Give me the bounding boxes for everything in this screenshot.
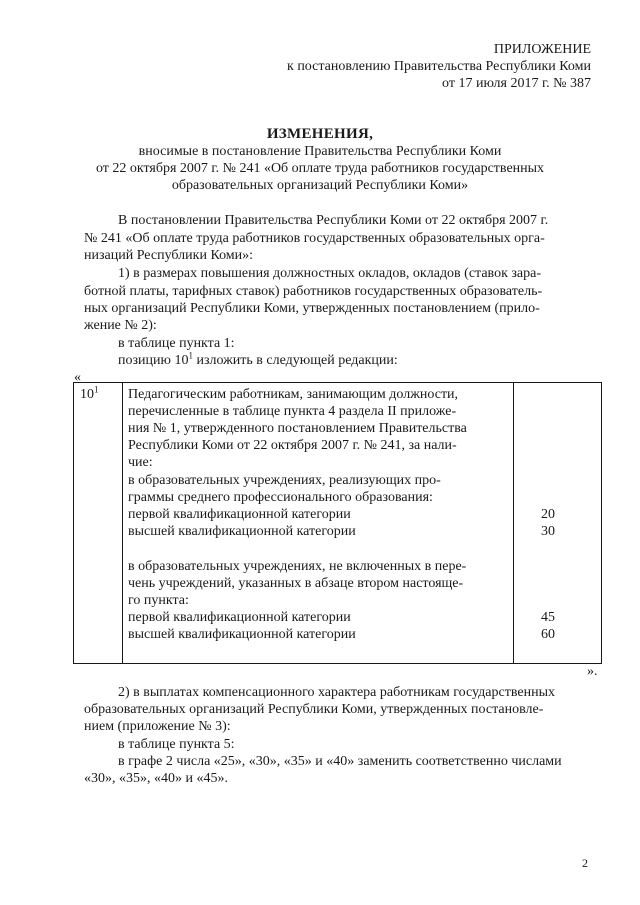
intro-line-1: В постановлении Правительства Республики Коми от 22 октября 2007 г. <box>118 213 549 228</box>
table-desc-line: Республики Коми от 22 октября 2007 г. № 241, за нали- <box>128 438 457 453</box>
table-desc-line: чие: <box>128 455 153 470</box>
value-highest-category-spo: 30 <box>541 524 555 539</box>
appendix-date: от 17 июля 2017 г. № 387 <box>442 76 591 91</box>
quote-close: ». <box>587 664 598 679</box>
item2-line-3: нием (приложение № 3): <box>84 719 231 734</box>
item1-position-sup: 1 <box>188 350 193 361</box>
value-first-category-other: 45 <box>541 610 555 625</box>
table-desc-line: в образовательных учреждениях, не включенных в пере- <box>128 559 467 574</box>
item2-line-1: 2) в выплатах компенсационного характера работникам государственных <box>118 685 555 700</box>
intro-line-3: низаций Республики Коми»: <box>84 248 254 263</box>
intro-line-2: № 241 «Об оплате труда работников государственных образовательных орга- <box>84 231 545 246</box>
table-desc-line: первой квалификационной категории <box>128 610 351 625</box>
document-title: ИЗМЕНЕНИЯ, <box>266 126 374 142</box>
value-highest-category-other: 60 <box>541 627 555 642</box>
item2-table-ref: в таблице пункта 5: <box>118 737 235 752</box>
table-desc-line: го пункта: <box>128 593 189 608</box>
page-number: 2 <box>582 856 588 870</box>
table-desc-line: высшей квалификационной категории <box>128 627 356 642</box>
table-desc-line: чень учреждений, указанных в абзаце втором настояще- <box>128 576 464 591</box>
appendix-reference: к постановлению Правительства Республики Коми <box>287 59 591 74</box>
item1-table-ref: в таблице пункта 1: <box>118 336 235 351</box>
item1-line-3: ных организаций Республики Коми, утвержденных постановлением (прило- <box>84 301 540 316</box>
table-desc-line: в образовательных учреждениях, реализующих про- <box>128 473 441 488</box>
replacement-table <box>73 382 602 664</box>
appendix-label: ПРИЛОЖЕНИЕ <box>493 42 591 57</box>
item2-line-2: образовательных организаций Республики Коми, утвержденных постановле- <box>84 702 544 717</box>
title-line-2: от 22 октября 2007 г. № 241 «Об оплате труда работников государственных <box>95 161 545 176</box>
position-num: 10 <box>80 387 94 402</box>
table-desc-line: первой квалификационной категории <box>128 507 351 522</box>
table-desc-line: граммы среднего профессионального образования: <box>128 490 433 505</box>
table-desc-line: Педагогическим работникам, занимающим должности, <box>128 387 459 402</box>
table-desc-line: высшей квалификационной категории <box>128 524 356 539</box>
table-divider-1 <box>122 383 123 663</box>
item1-line-4: жение № 2): <box>84 318 157 333</box>
item1-line-2: ботной платы, тарифных ставок) работников государственных образователь- <box>84 284 543 299</box>
table-position-number <box>80 384 99 403</box>
quote-open: « <box>74 370 81 385</box>
item1-position-pre: позицию 10 <box>118 353 189 368</box>
item1-line-1: 1) в размерах повышения должностных окладов, окладов (ставок зара- <box>118 266 541 281</box>
title-line-1: вносимые в постановление Правительства Республики Коми <box>138 144 502 159</box>
item2-replace-instruction: в графе 2 числа «25», «30», «35» и «40» заменить соответственно числами <box>118 754 562 769</box>
table-divider-2 <box>513 383 514 663</box>
title-line-3: образовательных организаций Республики Коми» <box>171 178 469 193</box>
item1-position-post: изложить в следующей редакции: <box>192 353 398 368</box>
table-desc-line: ния № 1, утвержденного постановлением Правительства <box>128 421 467 436</box>
item2-replace-values: «30», «35», «40» и «45». <box>84 771 228 786</box>
position-sup: 1 <box>94 384 99 395</box>
item1-position-instruction <box>118 350 398 369</box>
value-first-category-spo: 20 <box>541 507 555 522</box>
table-desc-line: перечисленные в таблице пункта 4 раздела II приложе- <box>128 404 457 419</box>
